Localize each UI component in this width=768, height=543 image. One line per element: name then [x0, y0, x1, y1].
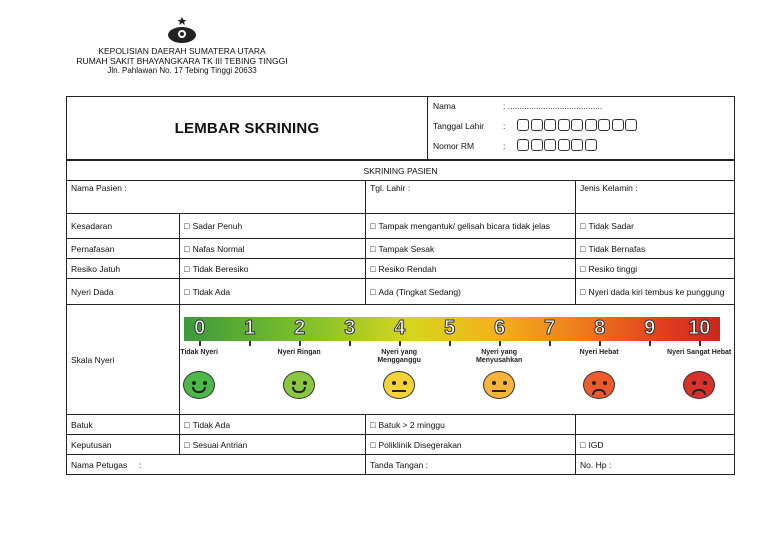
- keputusan-option-1[interactable]: □ Sesuai Antrian: [180, 435, 366, 455]
- pain-number-6: 6: [494, 316, 506, 339]
- pain-label-0: Tidak Nyeri: [180, 348, 218, 356]
- pain-scale-cell: [180, 305, 735, 415]
- pain-tick: [549, 341, 551, 346]
- pain-face-icon: [183, 371, 215, 399]
- pain-label-4: Nyeri Hebat: [579, 348, 619, 356]
- keputusan-label: Keputusan: [67, 435, 180, 455]
- screening-table: [66, 160, 735, 475]
- resiko-jatuh-label: Resiko Jatuh: [67, 259, 180, 279]
- pain-scale: [180, 315, 732, 405]
- kesadaran-option-3[interactable]: □ Tidak Sadar: [576, 214, 735, 239]
- tanggal-lahir-row: [433, 119, 639, 133]
- nama-petugas-field[interactable]: Nama Petugas :: [67, 455, 366, 475]
- pain-tick: [199, 341, 201, 346]
- nomor-rm-boxes[interactable]: [517, 139, 598, 153]
- nyeri-dada-option-3[interactable]: □ Nyeri dada kiri tembus ke punggung: [576, 279, 735, 305]
- pain-number-2: 2: [294, 316, 306, 339]
- nama-label: Nama: [433, 101, 456, 111]
- title-box: [66, 96, 735, 160]
- kesadaran-option-1[interactable]: □ Sadar Penuh: [180, 214, 366, 239]
- nama-field[interactable]: : ........................................: [503, 101, 603, 111]
- pain-tick: [399, 341, 401, 346]
- header-line1: KEPOLISIAN DAERAH SUMATERA UTARA: [98, 46, 266, 56]
- nomor-rm-row: [433, 139, 598, 153]
- pain-tick: [699, 341, 701, 346]
- page-title: LEMBAR SKRINING: [67, 97, 428, 159]
- batuk-option-1[interactable]: □ Tidak Ada: [180, 415, 366, 435]
- pain-tick: [349, 341, 351, 346]
- hospital-header: [62, 16, 302, 76]
- pain-face-icon: [283, 371, 315, 399]
- pernafasan-option-1[interactable]: □ Nafas Normal: [180, 239, 366, 259]
- nyeri-dada-option-2[interactable]: □ Ada (Tingkat Sedang): [366, 279, 576, 305]
- nama-pasien-field[interactable]: Nama Pasien :: [67, 181, 366, 214]
- section-title: SKRINING PASIEN: [67, 161, 735, 181]
- batuk-label: Batuk: [67, 415, 180, 435]
- colon: :: [503, 141, 506, 151]
- tgl-lahir-field[interactable]: Tgl. Lahir :: [366, 181, 576, 214]
- keputusan-option-2[interactable]: □ Poliklinik Disegerakan: [366, 435, 576, 455]
- pain-label-2: Nyeri yang Mengganggu: [377, 348, 421, 364]
- pain-tick: [499, 341, 501, 346]
- nyeri-dada-label: Nyeri Dada: [67, 279, 180, 305]
- pain-number-3: 3: [344, 316, 356, 339]
- pain-number-5: 5: [444, 316, 456, 339]
- resiko-option-2[interactable]: □ Resiko Rendah: [366, 259, 576, 279]
- pain-label-5: Nyeri Sangat Hebat: [667, 348, 732, 356]
- police-emblem-icon: [165, 16, 199, 44]
- pain-number-10: 10: [688, 316, 711, 339]
- nama-row: [433, 101, 602, 111]
- skala-nyeri-label: Skala Nyeri: [67, 305, 180, 415]
- pain-label-1: Nyeri Ringan: [277, 348, 321, 356]
- no-hp-field[interactable]: No. Hp :: [576, 455, 735, 475]
- pernafasan-label: Pernafasan: [67, 239, 180, 259]
- pain-tick: [449, 341, 451, 346]
- pain-number-1: 1: [244, 316, 256, 339]
- pernafasan-option-3[interactable]: □ Tidak Bernafas: [576, 239, 735, 259]
- pain-face-icon: [383, 371, 415, 399]
- keputusan-option-3[interactable]: □ IGD: [576, 435, 735, 455]
- pain-face-icon: [683, 371, 715, 399]
- pain-tick: [649, 341, 651, 346]
- kesadaran-label: Kesadaran: [67, 214, 180, 239]
- tanda-tangan-field[interactable]: Tanda Tangan :: [366, 455, 576, 475]
- pain-number-4: 4: [394, 316, 406, 339]
- pain-tick: [299, 341, 301, 346]
- pain-number-9: 9: [644, 316, 656, 339]
- pain-number-7: 7: [544, 316, 556, 339]
- pain-label-3: Nyeri yang Menyusahkan: [475, 348, 523, 364]
- tanggal-lahir-label: Tanggal Lahir: [433, 121, 485, 131]
- tanggal-lahir-boxes[interactable]: [517, 119, 639, 133]
- header-address: Jln. Pahlawan No. 17 Tebing Tinggi 20633: [107, 66, 257, 75]
- resiko-option-3[interactable]: □ Resiko tinggi: [576, 259, 735, 279]
- header-line2: RUMAH SAKIT BHAYANGKARA TK III TEBING TINGGI: [76, 56, 288, 66]
- pernafasan-option-2[interactable]: □ Tampak Sesak: [366, 239, 576, 259]
- resiko-option-1[interactable]: □ Tidak Beresiko: [180, 259, 366, 279]
- nomor-rm-label: Nomor RM: [433, 141, 475, 151]
- pain-tick: [249, 341, 251, 346]
- pain-face-icon: [583, 371, 615, 399]
- colon: :: [503, 121, 506, 131]
- pain-number-8: 8: [594, 316, 606, 339]
- kesadaran-option-2[interactable]: □ Tampak mengantuk/ gelisah bicara tidak jelas: [366, 214, 576, 239]
- pain-face-icon: [483, 371, 515, 399]
- jenis-kelamin-field[interactable]: Jenis Kelamin :: [576, 181, 735, 214]
- batuk-empty: [576, 415, 735, 435]
- batuk-option-2[interactable]: □ Batuk > 2 minggu: [366, 415, 576, 435]
- pain-number-0: 0: [194, 316, 206, 339]
- pain-tick: [599, 341, 601, 346]
- nyeri-dada-option-1[interactable]: □ Tidak Ada: [180, 279, 366, 305]
